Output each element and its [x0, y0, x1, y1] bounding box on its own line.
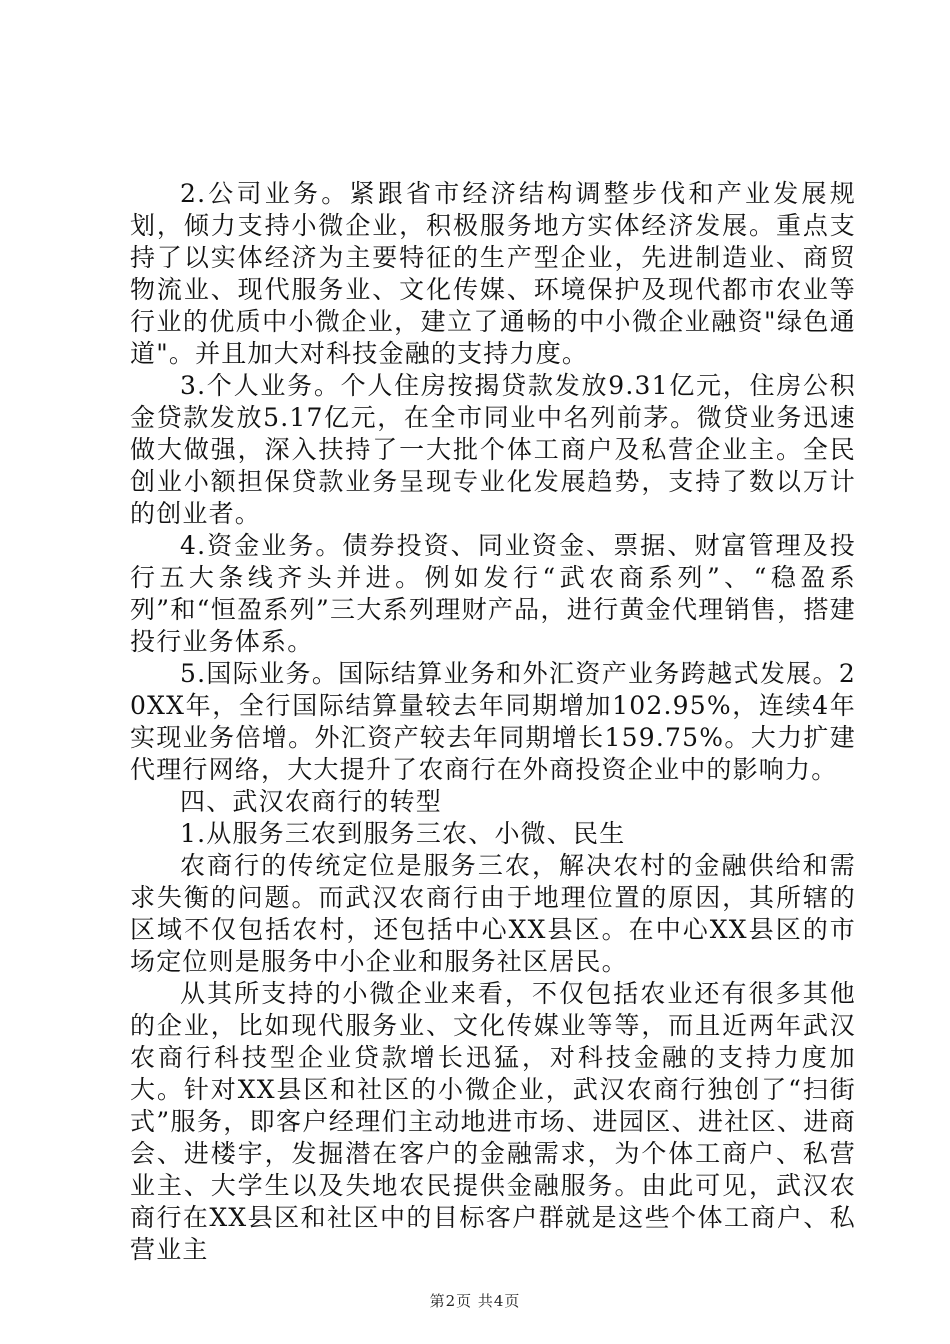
- subheading-service-shift: 1.从服务三农到服务三农、小微、民生: [180, 819, 626, 848]
- paragraph-small-micro-enterprises: 从其所支持的小微企业来看，不仅包括农业还有很多其他的企业，比如现代服务业、文化传媒业等等，而且近两年武汉农商行科技型企业贷款增长迅猛，对科技金融的支持力度加大。针对XX县区和社区的小微企业，武汉农商行独创了“扫街式”服务，即客户经理们主动地进市场、进园区、进社区、进商会、进楼宇，发掘潜在客户的金融需求，为个体工商户、私营业主、大学生以及失地农民提供金融服务。由此可见，武汉农商行在XX县区和社区中的目标客户群就是这些个体工商户、私营业主: [130, 979, 856, 1264]
- page-number-footer: 第2页 共4页: [429, 1292, 521, 1310]
- paragraph-traditional-positioning: 农商行的传统定位是服务三农，解决农村的金融供给和需求失衡的问题。而武汉农商行由于地理位置的原因，其所辖的区域不仅包括农村，还包括中心XX县区。在中心XX县区的市场定位则是服务中小企业和服务社区居民。: [130, 851, 856, 976]
- paragraph-corporate-business: 2.公司业务。紧跟省市经济结构调整步伐和产业发展规划，倾力支持小微企业，积极服务地方实体经济发展。重点支持了以实体经济为主要特征的生产型企业，先进制造业、商贸物流业、现代服务业、文化传媒、环境保护及现代都市农业等行业的优质中小微企业，建立了通畅的中小微企业融资"绿色通道"。并且加大对科技金融的支持力度。: [130, 179, 856, 368]
- paragraph-personal-business: 3.个人业务。个人住房按揭贷款发放9.31亿元，住房公积金贷款发放5.17亿元，在全市同业中名列前茅。微贷业务迅速做大做强，深入扶持了一大批个体工商户及私营企业主。全民创业小额担保贷款业务呈现专业化发展趋势，支持了数以万计的创业者。: [130, 371, 856, 528]
- paragraph-treasury-business: 4.资金业务。债券投资、同业资金、票据、财富管理及投行五大条线齐头并进。例如发行“武农商系列”、“稳盈系列”和“恒盈系列”三大系列理财产品，进行黄金代理销售，搭建投行业务体系。: [130, 531, 856, 656]
- paragraph-international-business: 5.国际业务。国际结算业务和外汇资产业务跨越式发展。20XX年，全行国际结算量较去年同期增加102.95%，连续4年实现业务倍增。外汇资产较去年同期增长159.75%。大力扩建代理行网络，大大提升了农商行在外商投资企业中的影响力。: [130, 659, 856, 784]
- section-heading-transformation: 四、武汉农商行的转型: [180, 787, 443, 816]
- document-body: [130, 178, 856, 1266]
